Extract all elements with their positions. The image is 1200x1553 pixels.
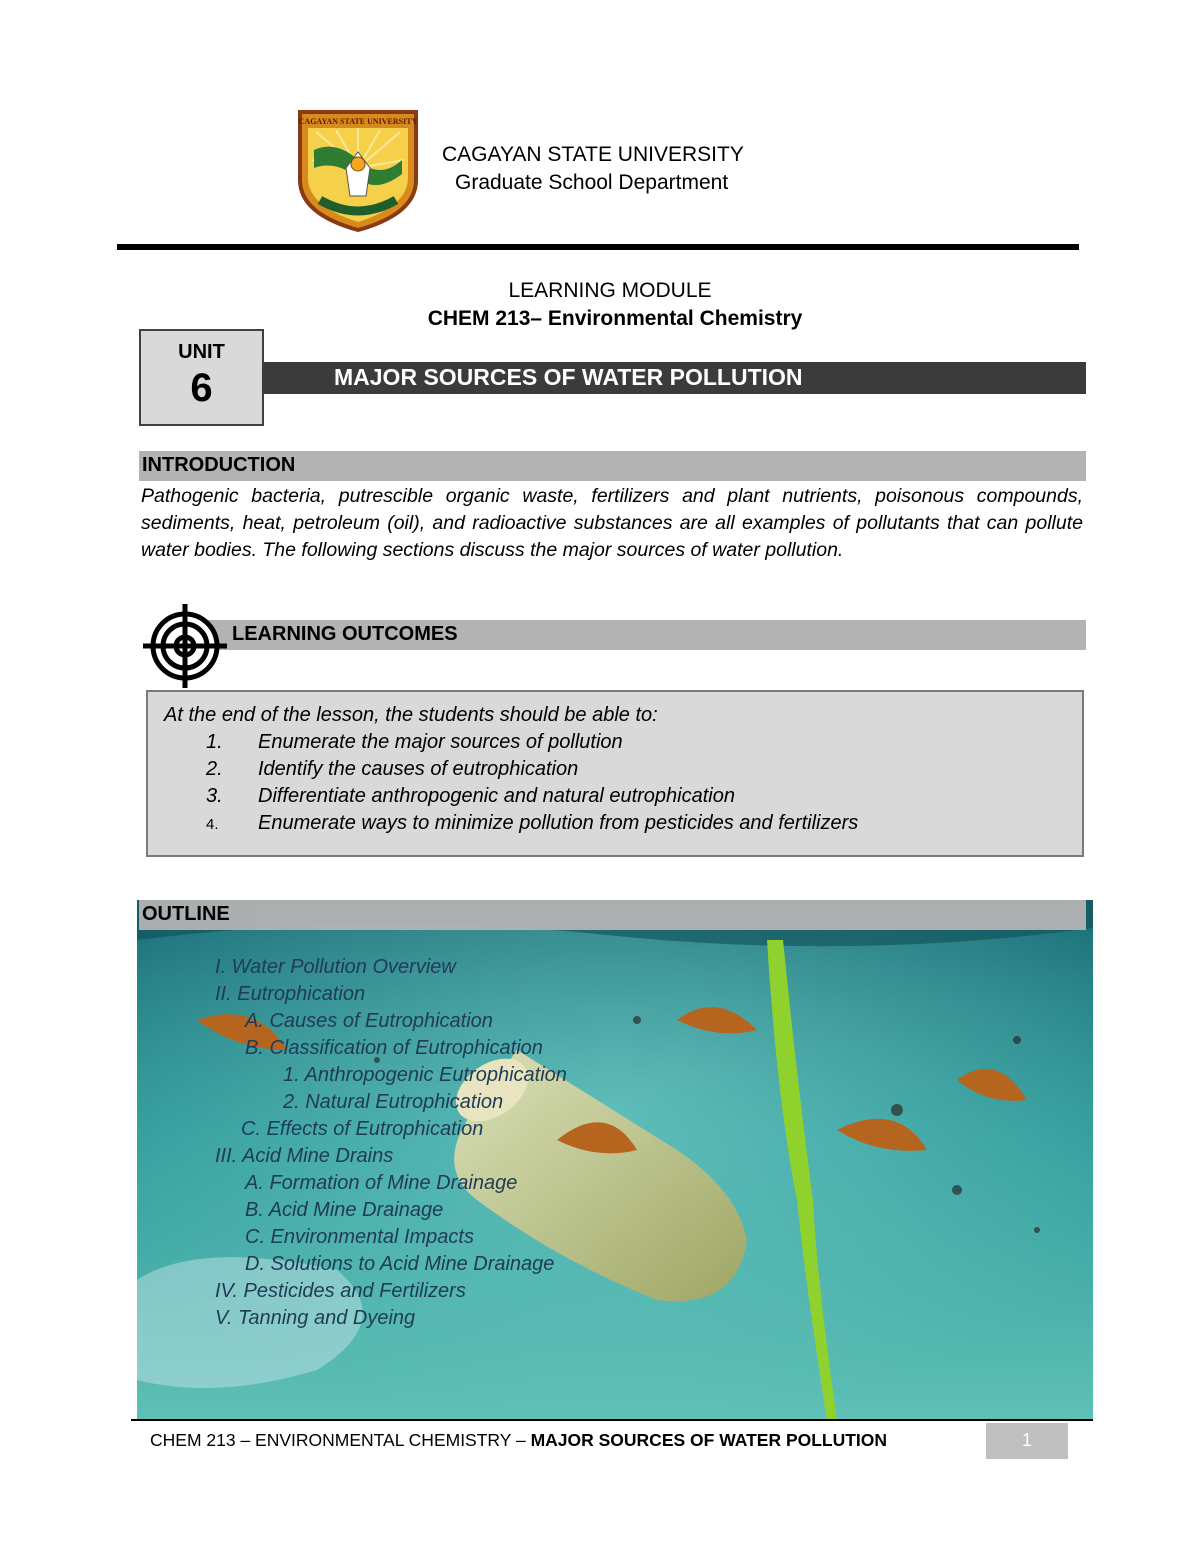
list-item: V. Tanning and Dyeing (215, 1307, 416, 1329)
unit-label: UNIT (178, 341, 225, 363)
list-item: A. Formation of Mine Drainage (245, 1172, 518, 1194)
page-number: 1 (1021, 1430, 1032, 1450)
footer-divider (131, 1419, 1093, 1421)
target-icon (143, 604, 227, 688)
learning-outcomes-heading: LEARNING OUTCOMES (232, 623, 458, 645)
list-item: A. Causes of Eutrophication (245, 1010, 493, 1032)
list-item: C. Effects of Eutrophication (241, 1118, 484, 1140)
footer-topic: MAJOR SOURCES OF WATER POLLUTION (530, 1430, 888, 1450)
learning-outcomes-box (146, 690, 1084, 857)
unit-number: 6 (190, 366, 213, 410)
outcome-number: 1. (206, 731, 223, 753)
outcome-text: Differentiate anthropogenic and natural eutrophication (258, 785, 735, 807)
list-item (206, 785, 735, 808)
list-item (206, 812, 858, 835)
unit-title: MAJOR SOURCES OF WATER POLLUTION (334, 364, 803, 390)
list-item: B. Acid Mine Drainage (245, 1199, 444, 1221)
list-item (206, 758, 578, 781)
list-item: IV. Pesticides and Fertilizers (215, 1280, 466, 1302)
introduction-bar (139, 451, 1086, 481)
outcome-number: 4. (206, 816, 219, 833)
list-item: 2. Natural Eutrophication (283, 1091, 504, 1113)
introduction-text: Pathogenic bacteria, putrescible organic waste, fertilizers and plant nutrients, poisonous compounds, sediments, heat, petroleum (oil), and radioactive substances are all examples of pollutants that can pollute water bodies. The following sections discuss the major sources of water pollution. (141, 485, 1083, 561)
outcome-number: 3. (206, 785, 223, 807)
outline-bar (139, 900, 1086, 930)
footer-text (150, 1430, 887, 1451)
introduction-heading: INTRODUCTION (142, 454, 296, 476)
course-title: CHEM 213– Environmental Chemistry (427, 307, 803, 330)
footer-course: CHEM 213 – ENVIRONMENTAL CHEMISTRY – (150, 1430, 531, 1450)
outline-panel (137, 900, 1093, 1421)
university-name: CAGAYAN STATE UNIVERSITY (442, 143, 744, 166)
unit-title-banner (262, 362, 1086, 394)
page-number-box (986, 1423, 1068, 1459)
list-item: B. Classification of Eutrophication (245, 1037, 543, 1059)
module-label: LEARNING MODULE (508, 279, 712, 302)
list-item: D. Solutions to Acid Mine Drainage (245, 1253, 555, 1275)
list-item: III. Acid Mine Drains (215, 1145, 394, 1167)
university-logo (296, 110, 420, 232)
list-item: II. Eutrophication (215, 983, 366, 1005)
outcomes-intro: At the end of the lesson, the students should be able to: (164, 704, 658, 726)
list-item: C. Environmental Impacts (245, 1226, 474, 1248)
department-name: Graduate School Department (455, 171, 729, 194)
outline-heading: OUTLINE (142, 903, 230, 925)
unit-box (139, 329, 264, 426)
outcome-number: 2. (206, 758, 223, 780)
learning-outcomes-bar (190, 620, 1086, 650)
header-divider (117, 244, 1079, 250)
outcome-text: Enumerate ways to minimize pollution from pesticides and fertilizers (258, 812, 859, 834)
list-item (206, 731, 623, 754)
outcome-text: Enumerate the major sources of pollution (258, 731, 623, 753)
list-item: 1. Anthropogenic Eutrophication (283, 1064, 567, 1086)
outcome-text: Identify the causes of eutrophication (258, 758, 579, 780)
logo-text: CAGAYAN STATE UNIVERSITY (298, 117, 418, 126)
list-item: I. Water Pollution Overview (215, 956, 456, 978)
